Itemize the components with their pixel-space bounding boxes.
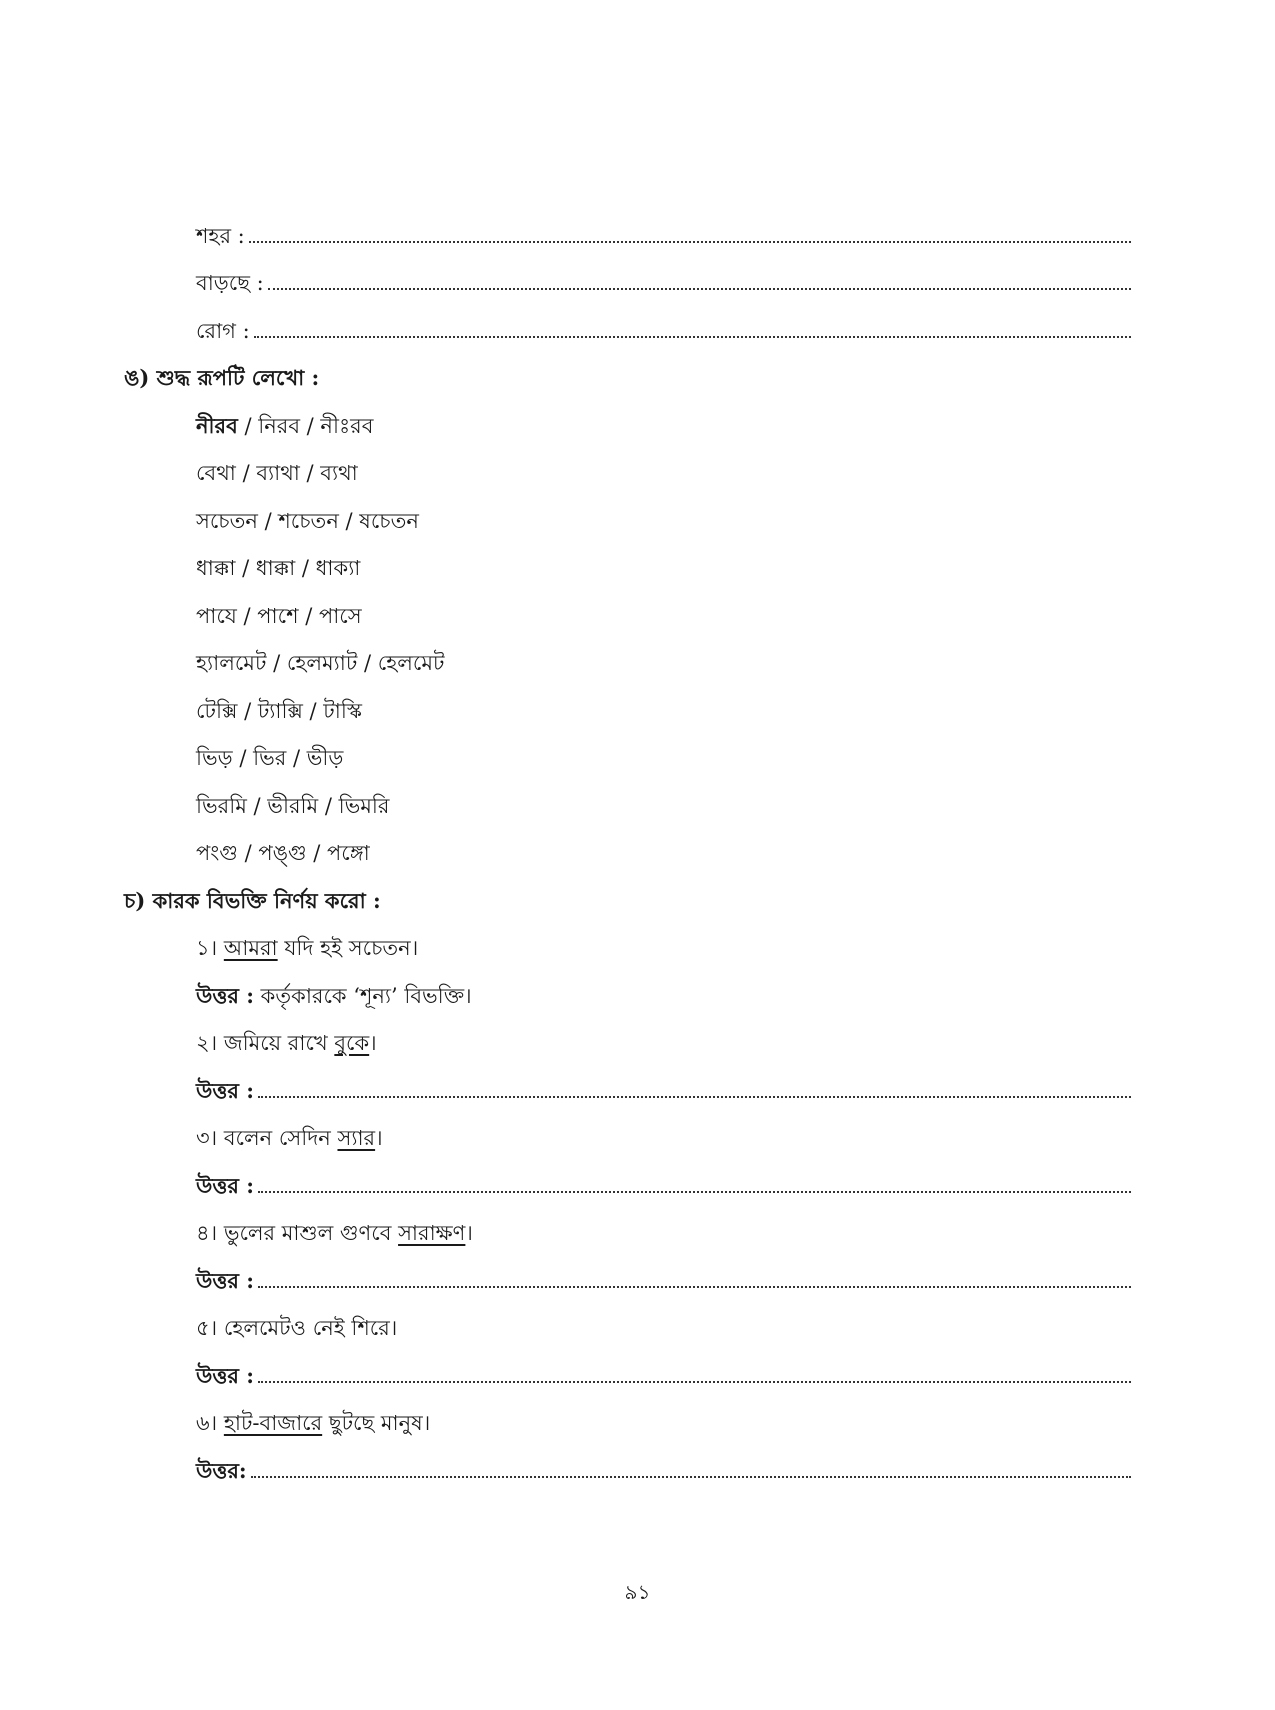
fill-label: শহর :	[196, 224, 245, 248]
question-number: ৫।	[196, 1316, 218, 1340]
question-text: ।	[375, 1126, 383, 1150]
answer-1	[196, 981, 472, 1011]
question-number: ১।	[196, 936, 218, 960]
spelling-row	[196, 743, 343, 773]
answer-label: উত্তর :	[196, 1268, 254, 1293]
section-f-title: চ) কারক বিভক্তি নির্ণয় করো :	[124, 888, 381, 913]
spelling-row	[196, 838, 370, 868]
question-6	[196, 1408, 430, 1438]
question-number: ৪।	[196, 1221, 218, 1245]
fill-line-shohor	[196, 221, 1131, 251]
question-text	[217, 936, 224, 960]
fill-line-rog	[196, 316, 1131, 346]
fill-line-barchhe	[196, 268, 1131, 298]
answer-blank[interactable]	[258, 1286, 1131, 1288]
spelling-rest: সচেতন / শচেতন / ষচেতন	[196, 509, 419, 533]
question-text: ছুটছে মানুষ।	[322, 1411, 431, 1435]
spelling-row	[196, 458, 358, 488]
answer-label: উত্তর :	[196, 1173, 254, 1198]
spelling-rest: পংগু / পঙ্গু / পঙ্গো	[196, 841, 370, 865]
answer-label: উত্তর :	[196, 1078, 254, 1103]
spelling-rest: ভিড় / ভির / ভীড়	[196, 746, 344, 770]
question-number: ৬।	[196, 1411, 218, 1435]
question-text: ।	[465, 1221, 473, 1245]
section-e-title: ঙ) শুদ্ধ রূপটি লেখো :	[124, 365, 320, 390]
answer-label: উত্তর :	[196, 983, 254, 1008]
answer-line-4	[196, 1266, 1131, 1296]
underlined-word: সারাক্ষণ	[398, 1221, 466, 1245]
spelling-rest: ধাক্কা / ধাক্কা / ধাক্যা	[196, 556, 361, 580]
answer-blank[interactable]	[268, 288, 1131, 290]
question-text	[217, 1411, 224, 1435]
spelling-row	[196, 648, 444, 678]
spelling-rest: / নিরব / নীঃরব	[237, 414, 374, 438]
spelling-rest: বেথা / ব্যাথা / ব্যথা	[196, 461, 358, 485]
spelling-rest: ভিরমি / ভীরমি / ভিমরি	[196, 794, 390, 818]
question-text: যদি হই সচেতন।	[277, 936, 419, 960]
question-text: ।	[369, 1031, 377, 1055]
question-text: জমিয়ে রাখে	[217, 1031, 335, 1055]
spelling-rest: টেক্সি / ট্যাক্সি / টাস্কি	[196, 699, 362, 723]
spelling-rest: হ্যালমেট / হেলম্যাট / হেলমেট	[196, 651, 445, 675]
question-1	[196, 933, 418, 963]
answer-blank[interactable]	[251, 1476, 1131, 1478]
answer-label: উত্তর :	[196, 1363, 254, 1388]
answer-label: উত্তর:	[196, 1458, 247, 1483]
underlined-word: বুকে	[334, 1031, 370, 1055]
spelling-row	[196, 791, 389, 821]
spelling-row	[196, 696, 362, 726]
question-text: ভুলের মাশুল গুণবে	[217, 1221, 399, 1245]
spelling-rest: পাযে / পাশে / পাসে	[196, 604, 362, 628]
question-5	[196, 1313, 397, 1343]
question-2	[196, 1028, 377, 1058]
underlined-word: আমরা	[223, 936, 278, 960]
spelling-row	[196, 601, 362, 631]
question-3	[196, 1123, 383, 1153]
spelling-first: নীরব	[196, 413, 238, 438]
answer-blank[interactable]	[254, 336, 1131, 338]
page-number: ৯১	[624, 1580, 651, 1604]
answer-blank[interactable]	[249, 241, 1131, 243]
answer-text: কর্তৃকারকে ‘শূন্য’ বিভক্তি।	[254, 984, 472, 1008]
answer-blank[interactable]	[258, 1191, 1131, 1193]
question-number: ৩।	[196, 1126, 218, 1150]
spelling-row	[196, 553, 360, 583]
underlined-word: হাট-বাজারে	[223, 1411, 323, 1435]
fill-label: রোগ :	[196, 319, 250, 343]
underlined-word: স্যার	[337, 1126, 376, 1150]
answer-blank[interactable]	[258, 1381, 1131, 1383]
question-4	[196, 1218, 473, 1248]
answer-line-3	[196, 1171, 1131, 1201]
question-number: ২।	[196, 1031, 218, 1055]
question-text: হেলমেটও নেই শিরে।	[217, 1316, 398, 1340]
answer-line-5	[196, 1361, 1131, 1391]
answer-line-2	[196, 1076, 1131, 1106]
question-text: বলেন সেদিন	[217, 1126, 338, 1150]
spelling-row	[196, 506, 419, 536]
fill-label: বাড়ছে :	[196, 271, 264, 295]
answer-blank[interactable]	[258, 1096, 1131, 1098]
spelling-row	[196, 411, 373, 441]
answer-line-6	[196, 1456, 1131, 1486]
